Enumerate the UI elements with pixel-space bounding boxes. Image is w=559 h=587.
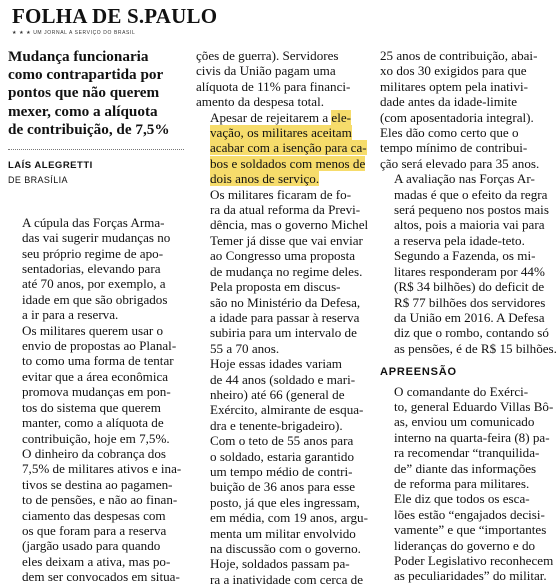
text-line: lideranças do governo e do xyxy=(394,537,536,553)
text-line: das vai sugerir mudanças no xyxy=(22,230,171,246)
paragraph xyxy=(8,215,188,323)
text-line: to, general Eduardo Villas Bô- xyxy=(394,398,554,414)
text-line: Hoje essas idades variam xyxy=(210,356,342,372)
paragraph xyxy=(196,187,374,279)
paragraph xyxy=(8,446,188,585)
text-line: tivos se destina ao pagamen- xyxy=(22,476,173,492)
text-line: de reforma para militares. xyxy=(394,475,530,491)
paragraph-highlighted xyxy=(196,110,374,187)
headline-line: de contribuição, de 7,5% xyxy=(8,120,170,138)
text-line: a ir para a reserva. xyxy=(22,307,119,323)
text-line: seu próprio regime de apo- xyxy=(22,245,164,261)
text-line: ção será elevado para 35 anos. xyxy=(380,155,540,171)
text-line: to de pensões, e não ao finan- xyxy=(22,492,178,508)
text-line: os que foram para a reserva xyxy=(22,522,167,538)
section-subhead: APREENSÃO xyxy=(380,366,457,379)
text-line: na discussão com o governo. xyxy=(210,541,361,556)
text-line: A avaliação nas Forças Ar- xyxy=(394,171,535,187)
text-line: são no Ministério da Defesa, xyxy=(210,294,361,310)
headline-line: mexer, como a alíquota xyxy=(8,102,158,120)
text-line: envio de propostas ao Planal- xyxy=(22,338,177,354)
text-line: militares optem pela inativi- xyxy=(380,78,528,94)
text-line: o soldado, estaria garantido xyxy=(210,448,354,464)
headline-line: pontos que não querem xyxy=(8,84,160,102)
text-line: Apesar de rejeitarem a xyxy=(210,109,332,125)
text-line: amento da despesa total. xyxy=(196,94,324,110)
paragraph xyxy=(8,323,188,446)
text-line xyxy=(196,140,374,155)
text-line: ao Congresso uma proposta xyxy=(210,248,356,264)
text-line: um tempo médio de contri- xyxy=(210,463,353,479)
text-line: (com aposentadoria integral). xyxy=(380,109,534,125)
text-line: será pequeno nos postos mais xyxy=(394,202,549,218)
text-line: a reserva pela idade-teto. xyxy=(394,232,525,248)
headline-line: Mudança funcionaria xyxy=(8,48,149,65)
text-line: O dinheiro da cobrança dos xyxy=(22,445,166,461)
headline-line: como contrapartida por xyxy=(8,66,164,84)
text-line: litares responderam por 44% xyxy=(394,263,545,279)
column-3 xyxy=(380,48,555,584)
paragraph xyxy=(380,491,555,583)
text-line: alíquota de 11% para financi- xyxy=(196,78,351,94)
highlight: ele- xyxy=(331,109,352,125)
text-line: Ele diz que todos os esca- xyxy=(394,491,530,507)
text-line: acabar com a isenção para ca- xyxy=(210,140,367,156)
paragraph xyxy=(196,48,374,110)
text-line: contribuição, hoje em 7,5%. xyxy=(22,430,170,446)
text-line xyxy=(196,171,374,186)
text-line: as peculiaridades” do militar. xyxy=(394,568,547,584)
text-line: ra a inatividade com cerca de xyxy=(210,571,364,587)
column-2 xyxy=(196,48,374,587)
text-line: Pela proposta em discus- xyxy=(210,279,341,295)
text-line: O comandante do Exérci- xyxy=(394,383,529,399)
paragraph xyxy=(196,433,374,556)
text-line: R$ 77 bilhões dos servidores xyxy=(394,294,546,310)
text-line: dois anos de serviço. xyxy=(210,171,320,187)
text-line: de 44 anos (soldado e mari- xyxy=(210,371,356,387)
paragraph xyxy=(196,556,374,587)
text-line: sentadorias, elevando para xyxy=(22,261,161,277)
text-line: madas é que o efeito da regra xyxy=(394,186,548,202)
text-line: (R$ 34 bilhões) do deficit de xyxy=(394,279,545,295)
text-line: Poder Legislativo reconhecem xyxy=(394,553,554,568)
text-line: Hoje, soldados passam pa- xyxy=(210,556,350,572)
divider xyxy=(8,149,184,150)
text-line: bos e soldados com menos de xyxy=(210,155,366,171)
text-line: buição de 36 anos para esse xyxy=(210,479,356,495)
article-headline xyxy=(8,48,188,139)
text-line: idade em que são obrigados xyxy=(22,291,168,307)
text-line: civis da União pagam uma xyxy=(196,63,336,79)
text-line: 25 anos de contribuição, abai- xyxy=(380,48,538,63)
text-line xyxy=(196,125,374,140)
text-line: to como uma forma de tentar xyxy=(22,353,174,369)
paragraph xyxy=(380,384,555,492)
text-line: eles deixam a ativa, mas po- xyxy=(22,553,171,569)
text-line: as pensões, é de R$ 15 bilhões. xyxy=(394,340,557,356)
text-line: em média, com 19 anos, argu- xyxy=(210,510,368,526)
text-line: Segundo a Fazenda, os mi- xyxy=(394,248,536,264)
text-line: subiria para um intervalo de xyxy=(210,325,357,341)
text-line: interno na quarta-feira (8) pa- xyxy=(394,429,550,445)
text-line: de” diante das informações xyxy=(394,460,537,476)
text-line: dra e tenente-brigadeiro). xyxy=(210,417,343,433)
text-line: tempo mínimo de contribui- xyxy=(380,140,528,156)
text-line: da União em 2016. A Defesa xyxy=(394,309,545,325)
paragraph xyxy=(196,279,374,356)
text-line: diz que o rombo, contando só xyxy=(394,325,549,341)
text-line xyxy=(196,156,374,171)
text-line: manter, como a alíquota de xyxy=(22,415,164,431)
text-line: vamente” e que “importantes xyxy=(394,522,547,538)
byline-location: DE BRASÍLIA xyxy=(8,175,68,186)
text-line: nheiro) até 66 (general de xyxy=(210,386,345,402)
text-line: dem ser convocados em situa- xyxy=(22,569,180,585)
text-line: posto, já que eles ingressam, xyxy=(210,494,360,510)
paragraph xyxy=(380,171,555,248)
paragraph xyxy=(380,48,555,171)
text-line: ciamento das despesas com xyxy=(22,507,166,523)
text-line: vação, os militares aceitam xyxy=(210,125,352,141)
paragraph xyxy=(196,356,374,433)
text-line: dência, mas o governo Michel xyxy=(210,217,369,233)
text-line xyxy=(196,110,374,125)
text-line: Com o teto de 55 anos para xyxy=(210,433,354,449)
text-line: ções de guerra). Servidores xyxy=(196,48,339,63)
text-line: dade antes da idade-limite xyxy=(380,94,518,110)
text-line: ra da atual reforma da Previ- xyxy=(210,202,361,218)
text-line: Os militares querem usar o xyxy=(22,322,164,338)
text-line: até 70 anos, por exemplo, a xyxy=(22,276,166,292)
text-line: 7,5% de militares ativos e ina- xyxy=(22,461,182,477)
text-line: Eles dão como certo que o xyxy=(380,125,519,141)
text-line: evitar que a área econômica xyxy=(22,368,169,384)
newspaper-logo: FOLHA DE S.PAULO xyxy=(12,4,218,28)
text-line: 55 a 70 anos. xyxy=(210,340,280,356)
text-line: A cúpula das Forças Arma- xyxy=(22,214,165,230)
text-line: a idade para passar à reserva xyxy=(210,309,360,325)
text-line: menta um militar envolvido xyxy=(210,525,356,541)
text-line: ra recomendar “tranquilida- xyxy=(394,445,540,461)
masthead-tagline: ★ ★ ★ UM JORNAL A SERVIÇO DO BRASIL xyxy=(12,30,136,36)
text-line: de mudança no regime deles. xyxy=(210,263,363,279)
paragraph xyxy=(380,248,555,356)
text-line: Temer já disse que vai enviar xyxy=(210,232,363,248)
text-line: tos do sistema que querem xyxy=(22,399,161,415)
text-line: as, enviou um comunicado xyxy=(394,414,535,430)
text-line: Exército, almirante de esqua- xyxy=(210,402,364,418)
masthead xyxy=(12,4,222,44)
text-line: xo dos 30 exigidos para que xyxy=(380,63,527,79)
text-line: Os militares ficaram de fo- xyxy=(210,186,352,202)
text-line: lões estão “engajados decisi- xyxy=(394,506,545,522)
text-line: altos, pois a maioria vai para xyxy=(394,217,545,233)
byline-author: LAÍS ALEGRETTI xyxy=(8,160,93,172)
column-1 xyxy=(8,48,188,585)
text-line: promova mudanças em pon- xyxy=(22,384,171,400)
text-line: (jargão usado para quando xyxy=(22,538,161,554)
